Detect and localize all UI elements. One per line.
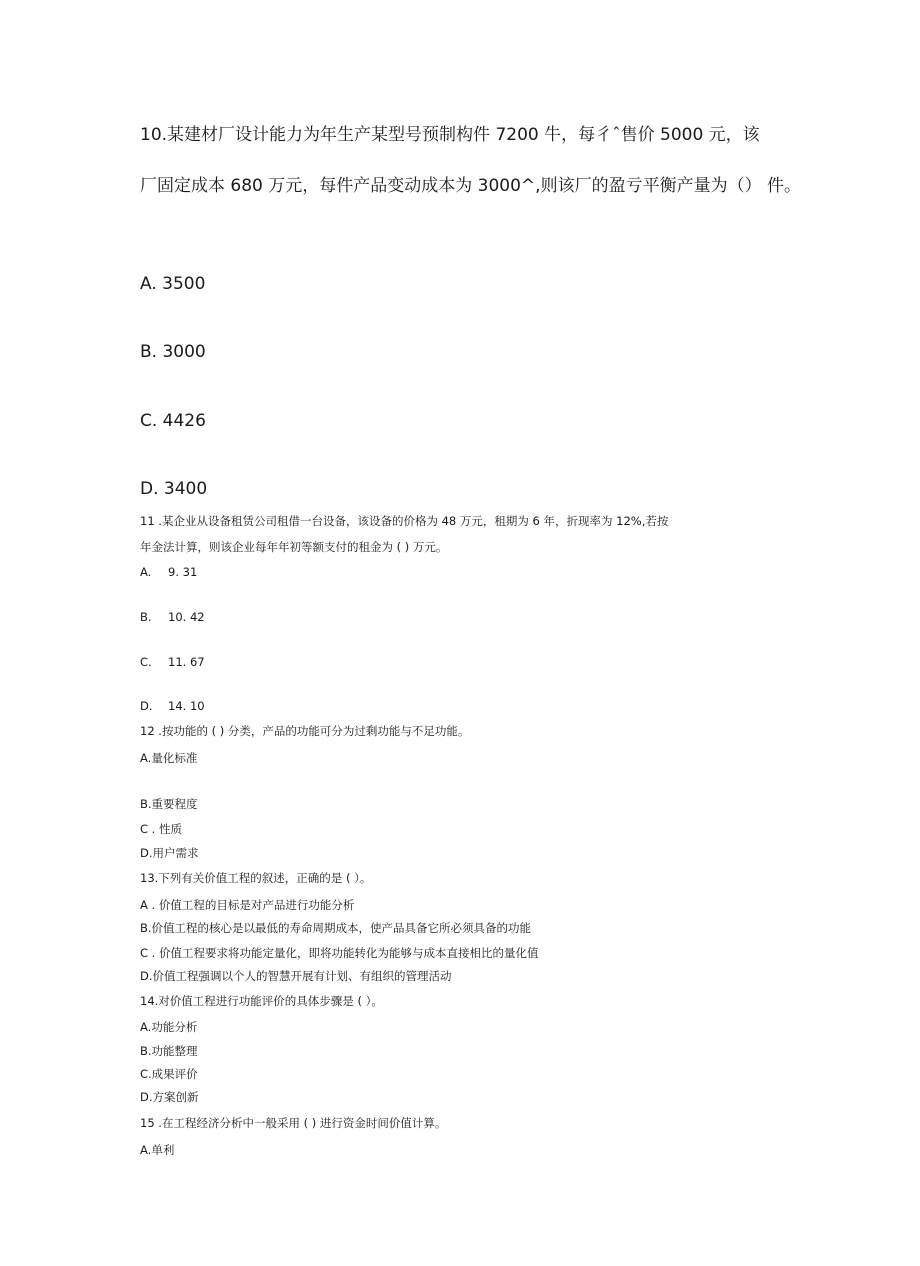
q11-option-c-letter: C. xyxy=(140,655,152,669)
q14-option-b: B.功能整理 xyxy=(140,1044,198,1058)
q10-option-d: D. 3400 xyxy=(140,479,208,499)
q10-option-b: B. 3000 xyxy=(140,342,206,362)
q10-stem-line1: 10.某建材厂设计能力为年生产某型号预制构件 7200 牛，每彳ˆ售价 5000 元，该 xyxy=(140,125,760,145)
q14-stem: 14.对价值工程进行功能评价的具体步骤是 ( ）。 xyxy=(140,994,383,1008)
q12-option-a: A.量化标准 xyxy=(140,751,198,765)
q12-option-c: C . 性质 xyxy=(140,822,182,836)
q13-option-c: C . 价值工程要求将功能定量化，即将功能转化为能够与成本直接相比的量化值 xyxy=(140,946,539,960)
q10-stem-line2: 厂固定成本 680 万元，每件产品变动成本为 3000^,则该厂的盈亏平衡产量为（） 件。 xyxy=(140,176,801,196)
q10-option-a: A. 3500 xyxy=(140,274,206,294)
q11-stem-line2: 年金法计算，则该企业每年年初等额支付的租金为 ( ) 万元。 xyxy=(140,540,448,554)
q13-option-b: B.价值工程的核心是以最低的寿命周期成本，使产品具备它所必须具备的功能 xyxy=(140,921,532,935)
q12-stem: 12 .按功能的 ( ) 分类，产品的功能可分为过剩功能与不足功能。 xyxy=(140,724,470,738)
q14-option-c: C.成果评价 xyxy=(140,1067,198,1081)
q13-option-d: D.价值工程强调以个人的智慧开展有计划、有组织的管理活动 xyxy=(140,969,452,983)
q15-stem: 15 .在工程经济分析中一般采用 ( ) 进行资金时间价值计算。 xyxy=(140,1116,447,1130)
q11-option-c xyxy=(140,654,205,670)
q11-option-b-value: 10. 42 xyxy=(168,610,205,624)
q11-option-c-value: 11. 67 xyxy=(168,655,205,669)
q13-option-a: A . 价值工程的目标是对产品进行功能分析 xyxy=(140,898,355,912)
q13-stem: 13.下列有关价值工程的叙述，正确的是 ( ）。 xyxy=(140,871,372,885)
q11-option-b xyxy=(140,609,205,625)
q11-option-a xyxy=(140,564,197,580)
q14-option-a: A.功能分析 xyxy=(140,1020,198,1034)
q11-option-d-value: 14. 10 xyxy=(168,699,205,713)
q11-option-d xyxy=(140,698,205,714)
q12-option-b: B.重要程度 xyxy=(140,797,198,811)
q11-option-a-value: 9. 31 xyxy=(168,565,198,579)
q15-option-a: A.单利 xyxy=(140,1143,175,1157)
q11-option-d-letter: D. xyxy=(140,699,153,713)
q14-option-d: D.方案创新 xyxy=(140,1090,199,1104)
q12-option-d: D.用户需求 xyxy=(140,846,199,860)
q10-option-c: C. 4426 xyxy=(140,411,206,431)
q11-stem-line1: 11 .某企业从设备租赁公司租借一台设备，该设备的价格为 48 万元，租期为 6 年，折现率为 12%,若按 xyxy=(140,514,669,528)
q11-option-a-letter: A. xyxy=(140,565,152,579)
q11-option-b-letter: B. xyxy=(140,610,152,624)
